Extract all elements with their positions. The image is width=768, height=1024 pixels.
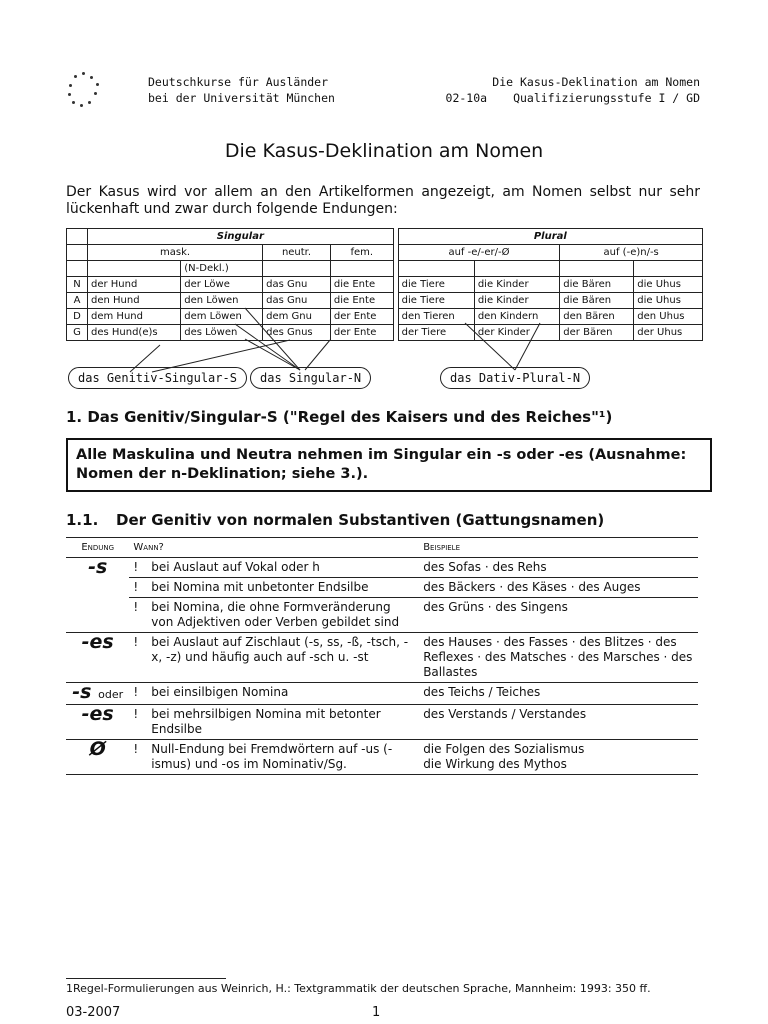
connector-arrows xyxy=(0,0,768,400)
footer-date: 03-2007 xyxy=(66,1005,121,1020)
table-row: ! bei Nomina mit unbetonter Endsilbe des Bäckers · des Käses · des Auges xyxy=(66,578,698,598)
section-1-heading: 1. Das Genitiv/Singular-S ("Regel des Kaisers und des Reiches"¹) xyxy=(66,408,613,426)
pill-genitiv-singular-s: das Genitiv-Singular-S xyxy=(68,367,247,389)
table-row: ! bei Nomina, die ohne Formveränderung von Adjektiven oder Verben gebildet sind des Grüns · des Singens xyxy=(66,598,698,633)
header-right: Die Kasus-Deklination am Nomen 02-10a Qualifizierungsstufe I / GD xyxy=(445,75,700,105)
kasus-table: Singular Plural mask. neutr. fem. auf -e/-er/-Ø auf (-e)n/-s (N-Dekl.) N der Hund der Löwe das Gnu die Ente die Tiere die Kinder die Bären die Uhus A den Hund den Löwen das Gnu die Ente die Tiere die Kinder die Bären die Uhus D dem Hund dem Löwen dem Gnu der Ente den Tieren den Kindern den Bären den Uhus G des Hund(e)s des Löwen des Gnus der Ente der Tiere der Kinder der Bären der Uhus xyxy=(66,228,703,341)
page-title: Die Kasus-Deklination am Nomen xyxy=(224,140,544,162)
table-row: G des Hund(e)s des Löwen des Gnus der Ente der Tiere der Kinder der Bären der Uhus xyxy=(67,325,703,341)
table-row: -es ! bei Auslaut auf Zischlaut (-s, ss, -ß, -tsch, -x, -z) und häufig auch auf -sch u. -st des Hauses · des Fasses · des Blitzes · des Reflexes · des Matsches · des Marsches · des Ballastes xyxy=(66,633,698,683)
table-row: -es ! bei mehrsilbigen Nomina mit betonter Endsilbe des Verstands / Verstandes xyxy=(66,705,698,740)
table-row: -s oder ! bei einsilbigen Nomina des Teichs / Teiches xyxy=(66,683,698,705)
footnote-rule xyxy=(66,978,226,979)
intro-text: Der Kasus wird vor allem an den Artikelformen angezeigt, am Nomen selbst nur sehr lückenhaft und zwar durch folgende Endungen: xyxy=(66,184,700,217)
table-row: -s ! bei Auslaut auf Vokal oder h des Sofas · des Rehs xyxy=(66,558,698,578)
section-1-1-heading: 1.1. Der Genitiv von normalen Substantiven (Gattungsnamen) xyxy=(66,511,605,529)
table-row: D dem Hund dem Löwen dem Gnu der Ente den Tieren den Kindern den Bären den Uhus xyxy=(67,309,703,325)
pill-dativ-plural-n: das Dativ-Plural-N xyxy=(440,367,590,389)
table-row: A den Hund den Löwen das Gnu die Ente die Tiere die Kinder die Bären die Uhus xyxy=(67,293,703,309)
genitive-table: Endung Wann? Beispiele -s ! bei Auslaut auf Vokal oder h des Sofas · des Rehs ! bei Nomina mit unbetonter Endsilbe des Bäckers · des Käses · des Auges ! bei Nomina, die ohne Formveränderung von Adjektiven oder Verben gebildet sind des Grüns · des Singens -es ! bei Auslaut auf Zischlaut (-s, ss, -ß, -tsch, -x, -z) und häufig auch auf -sch u. -st des Hauses · des Fasses · des Blitzes · des Reflexes · des Matsches · des Marsches · des Ballastes -s oder ! bei einsilbigen Nomina des Teichs / Teiches -es ! bei mehrsilbigen Nomina mit betonter Endsilbe des Verstands / Verstandes Ø ! Null-Endung bei Fremdwörtern auf -us (-ismus) und -os im Nominativ/Sg. die Folgen des Sozialismus die Wirkung des Mythos xyxy=(66,537,698,775)
rule-box: Alle Maskulina und Neutra nehmen im Singular ein -s oder -es (Ausnahme: Nomen der n-Deklination; siehe 3.). xyxy=(66,438,712,492)
page-number: 1 xyxy=(372,1005,381,1020)
table-row: Ø ! Null-Endung bei Fremdwörtern auf -us (-ismus) und -os im Nominativ/Sg. die Folgen des Sozialismus die Wirkung des Mythos xyxy=(66,740,698,775)
header-left: Deutschkurse für Ausländer bei der Universität München xyxy=(148,75,335,105)
footnote: 1Regel-Formulierungen aus Weinrich, H.: Textgrammatik der deutschen Sprache, Mannheim: 1993: 350 ff. xyxy=(66,982,651,995)
table-row: N der Hund der Löwe das Gnu die Ente die Tiere die Kinder die Bären die Uhus xyxy=(67,277,703,293)
pill-singular-n: das Singular-N xyxy=(250,367,371,389)
